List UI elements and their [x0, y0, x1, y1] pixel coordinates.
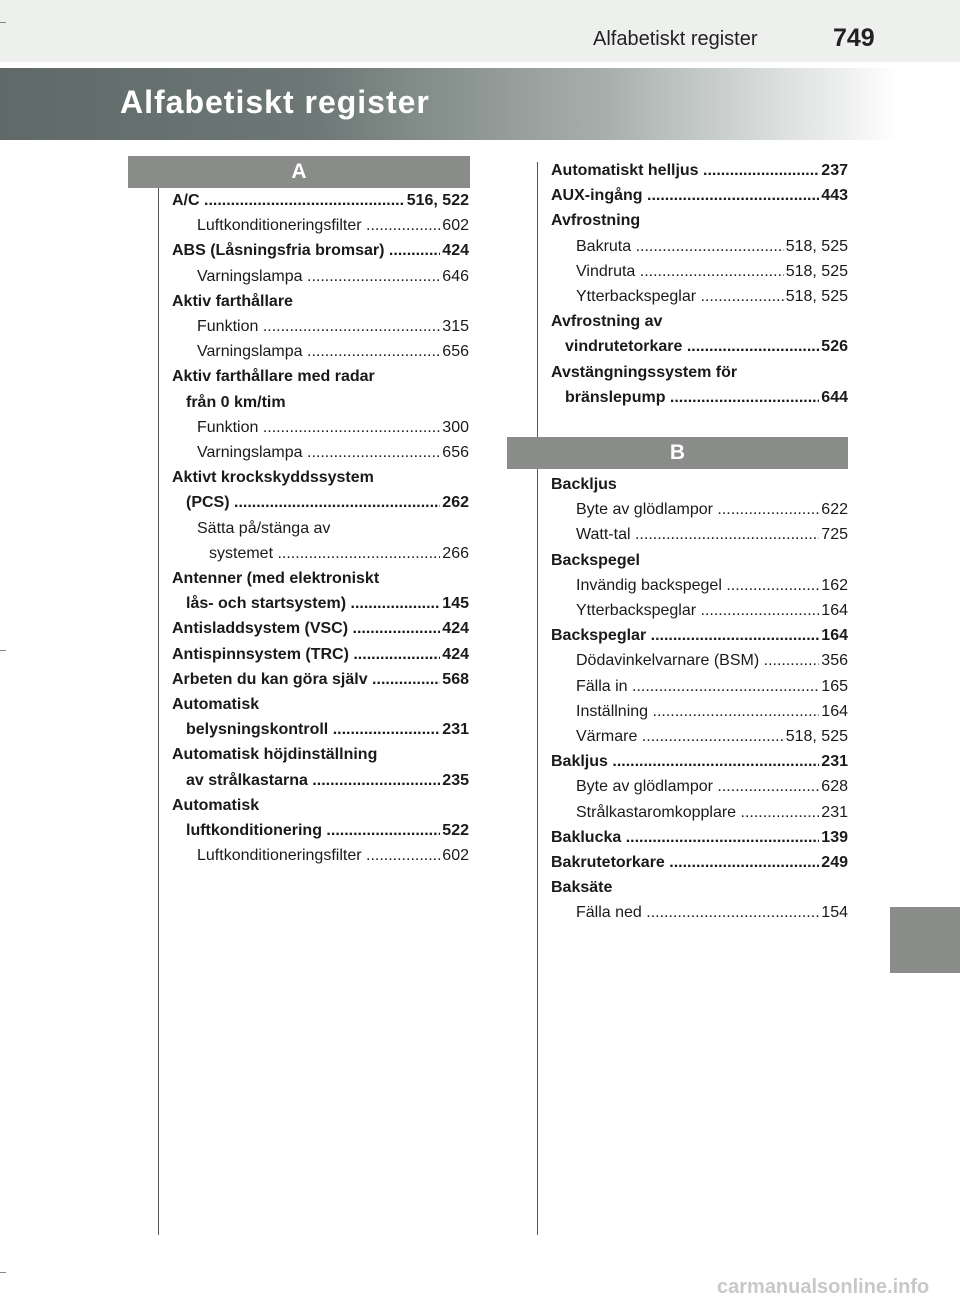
index-entry — [551, 497, 848, 522]
page-header-bar — [0, 0, 960, 62]
index-entry-text: Watt-tal ..... — [576, 522, 819, 547]
index-entry — [551, 598, 848, 623]
index-entry-text: Byte av glödlampor ..... — [576, 774, 819, 799]
index-entry — [551, 699, 848, 724]
index-entry — [551, 825, 848, 850]
index-entry-page: 522 — [440, 818, 469, 843]
index-entry-text: Avstängningssystem för — [551, 363, 738, 381]
index-entry-page: 646 — [440, 264, 469, 289]
index-entry — [172, 264, 469, 289]
section-header-b: B — [507, 437, 848, 469]
index-entry-page: 725 — [819, 522, 848, 547]
index-entry — [551, 334, 848, 359]
index-entry — [172, 541, 469, 566]
index-entry-page: 518, 525 — [784, 234, 848, 259]
index-entry — [172, 364, 469, 389]
index-entry-text: bränslepump ..... — [565, 385, 819, 410]
index-entry — [551, 208, 848, 233]
index-entry — [551, 850, 848, 875]
title-band — [0, 68, 900, 140]
index-entry — [551, 648, 848, 673]
index-entry-text: Strålkastaromkopplare ..... — [576, 800, 819, 825]
index-entry-text: ABS (Låsningsfria bromsar) ..... — [172, 238, 440, 263]
index-entry-page: 164 — [819, 699, 848, 724]
index-entry-page: 424 — [440, 616, 469, 641]
index-entry-text: Funktion ..... — [197, 314, 440, 339]
index-entry-text: Automatisk höjdinställning — [172, 746, 378, 764]
index-entry-text: vindrutetorkare ..... — [565, 334, 819, 359]
chapter-tab-marker — [890, 907, 960, 973]
index-entry-page: 154 — [819, 900, 848, 925]
index-entry-text: Automatisk — [172, 796, 260, 814]
index-entry-text: Funktion ..... — [197, 415, 440, 440]
index-entry-text: systemet ..... — [209, 541, 440, 566]
index-entry-page: 249 — [819, 850, 848, 875]
index-entry-page: 231 — [819, 749, 848, 774]
index-entry-page: 526 — [819, 334, 848, 359]
index-entry-text: Ytterbackspeglar ..... — [576, 284, 784, 309]
index-entry-text: Antenner (med elektroniskt — [172, 570, 380, 588]
index-entry — [172, 717, 469, 742]
index-entry — [172, 793, 469, 818]
index-entry-page: 300 — [440, 415, 469, 440]
index-entry-page: 644 — [819, 385, 848, 410]
crop-mark — [0, 1272, 6, 1273]
watermark: carmanualsonline.info — [717, 1276, 930, 1298]
index-entry — [551, 309, 848, 334]
index-entry — [551, 623, 848, 648]
index-entry-page: 602 — [440, 213, 469, 238]
index-entry-text: Backspegel — [551, 551, 640, 569]
index-entry — [172, 566, 469, 591]
index-entry-text: Fälla in ..... — [576, 674, 819, 699]
index-entry — [172, 768, 469, 793]
index-entry — [172, 188, 469, 213]
index-entry — [551, 472, 848, 497]
index-entry-text: Sätta på/stänga av — [197, 519, 331, 537]
index-entry — [172, 213, 469, 238]
index-entry — [172, 843, 469, 868]
index-entry-text: Aktiv farthållare med radar — [172, 368, 375, 386]
column-divider-left — [158, 162, 159, 1235]
index-entry-text: Aktiv farthållare — [172, 292, 293, 310]
index-entry — [172, 289, 469, 314]
index-entry — [172, 390, 469, 415]
crop-mark — [0, 22, 6, 23]
index-entry-page: 568 — [440, 667, 469, 692]
index-entry-page: 516, 522 — [405, 188, 469, 213]
index-entry-page: 602 — [440, 843, 469, 868]
index-entry-text: Backspeglar ..... — [551, 623, 819, 648]
index-entry-page: 231 — [440, 717, 469, 742]
index-entry-text: av strålkastarna ..... — [186, 768, 440, 793]
index-entry — [551, 158, 848, 183]
index-entry — [172, 616, 469, 641]
index-entry — [172, 642, 469, 667]
index-entry-text: AUX-ingång ..... — [551, 183, 819, 208]
column-divider-right — [537, 162, 538, 1235]
index-entry — [551, 548, 848, 573]
index-entry-text: Inställning ..... — [576, 699, 819, 724]
index-entry-text: Byte av glödlampor ..... — [576, 497, 819, 522]
index-entry-text: Luftkonditioneringsfilter ..... — [197, 213, 440, 238]
index-entry — [551, 724, 848, 749]
index-entry-page: 145 — [440, 591, 469, 616]
index-entry-page: 237 — [819, 158, 848, 183]
index-entry-text: Arbeten du kan göra själv ..... — [172, 667, 440, 692]
index-entry — [172, 238, 469, 263]
index-entry-page: 424 — [440, 642, 469, 667]
index-entry-text: A/C ..... — [172, 188, 405, 213]
index-entry-text: Automatiskt helljus ..... — [551, 158, 819, 183]
index-entry — [551, 234, 848, 259]
index-entry — [172, 516, 469, 541]
index-entry — [551, 259, 848, 284]
index-entry-text: Värmare ..... — [576, 724, 784, 749]
index-entry — [551, 522, 848, 547]
index-entry — [172, 465, 469, 490]
index-entry-text: Varningslampa ..... — [197, 264, 440, 289]
index-entry-text: Bakruta ..... — [576, 234, 784, 259]
index-entry — [551, 573, 848, 598]
running-title: Alfabetiskt register — [593, 28, 758, 50]
index-entry-text: Vindruta ..... — [576, 259, 784, 284]
index-entry-page: 518, 525 — [784, 284, 848, 309]
index-entry-page: 656 — [440, 339, 469, 364]
index-entry-page: 656 — [440, 440, 469, 465]
index-entry — [551, 749, 848, 774]
index-entry-page: 231 — [819, 800, 848, 825]
index-entry-text: från 0 km/tim — [186, 393, 286, 411]
index-entry — [172, 415, 469, 440]
index-entry — [172, 440, 469, 465]
page-title: Alfabetiskt register — [120, 84, 430, 120]
index-entry — [551, 284, 848, 309]
index-entry-page: 443 — [819, 183, 848, 208]
index-entry — [551, 774, 848, 799]
index-column-left — [172, 188, 469, 868]
index-entry — [551, 385, 848, 410]
index-entry — [172, 667, 469, 692]
index-entry-text: Antispinnsystem (TRC) ..... — [172, 642, 440, 667]
index-entry-page: 165 — [819, 674, 848, 699]
index-entry-text: Invändig backspegel ..... — [576, 573, 819, 598]
index-entry-page: 139 — [819, 825, 848, 850]
index-entry — [172, 692, 469, 717]
index-entry-text: Bakrutetorkare ..... — [551, 850, 819, 875]
index-entry — [551, 875, 848, 900]
index-entry-text: Bakljus ..... — [551, 749, 819, 774]
index-entry-text: Automatisk — [172, 696, 260, 714]
index-entry-page: 315 — [440, 314, 469, 339]
index-column-right-bottom — [551, 472, 848, 926]
index-entry-text: Avfrostning av — [551, 313, 663, 331]
crop-mark — [0, 650, 6, 651]
index-entry-page: 164 — [819, 598, 848, 623]
index-entry-text: Backljus — [551, 476, 617, 493]
index-entry — [172, 490, 469, 515]
index-entry-page: 518, 525 — [784, 724, 848, 749]
index-entry — [172, 591, 469, 616]
index-entry — [551, 800, 848, 825]
index-entry-page: 424 — [440, 238, 469, 263]
index-entry-text: luftkonditionering ..... — [186, 818, 440, 843]
index-entry-page: 162 — [819, 573, 848, 598]
index-entry-text: Varningslampa ..... — [197, 440, 440, 465]
index-entry-page: 356 — [819, 648, 848, 673]
index-entry — [551, 183, 848, 208]
index-entry — [551, 360, 848, 385]
index-entry — [551, 674, 848, 699]
index-entry-text: Luftkonditioneringsfilter ..... — [197, 843, 440, 868]
index-entry-text: Baksäte — [551, 879, 613, 897]
index-entry-text: Varningslampa ..... — [197, 339, 440, 364]
index-entry — [551, 900, 848, 925]
index-entry-page: 518, 525 — [784, 259, 848, 284]
index-entry-page: 622 — [819, 497, 848, 522]
index-entry-text: Aktivt krockskyddssystem — [172, 469, 374, 487]
index-entry-text: Antisladdsystem (VSC) ..... — [172, 616, 440, 641]
index-entry-text: Ytterbackspeglar ..... — [576, 598, 819, 623]
index-entry-text: Baklucka ..... — [551, 825, 819, 850]
index-entry — [172, 818, 469, 843]
index-entry-page: 164 — [819, 623, 848, 648]
index-entry — [172, 314, 469, 339]
index-entry — [172, 339, 469, 364]
page-number: 749 — [833, 24, 875, 52]
index-entry — [172, 742, 469, 767]
index-entry-text: Dödavinkelvarnare (BSM) ..... — [576, 648, 819, 673]
index-entry-text: Avfrostning — [551, 212, 641, 230]
index-entry-page: 628 — [819, 774, 848, 799]
index-entry-page: 266 — [440, 541, 469, 566]
section-header-a: A — [128, 156, 470, 188]
index-entry-text: Fälla ned ..... — [576, 900, 819, 925]
index-entry-text: belysningskontroll ..... — [186, 717, 440, 742]
index-entry-page: 235 — [440, 768, 469, 793]
index-entry-text: (PCS) ..... — [186, 490, 440, 515]
index-column-right-top — [551, 158, 848, 410]
index-entry-text: lås- och startsystem) ..... — [186, 591, 440, 616]
index-entry-page: 262 — [440, 490, 469, 515]
